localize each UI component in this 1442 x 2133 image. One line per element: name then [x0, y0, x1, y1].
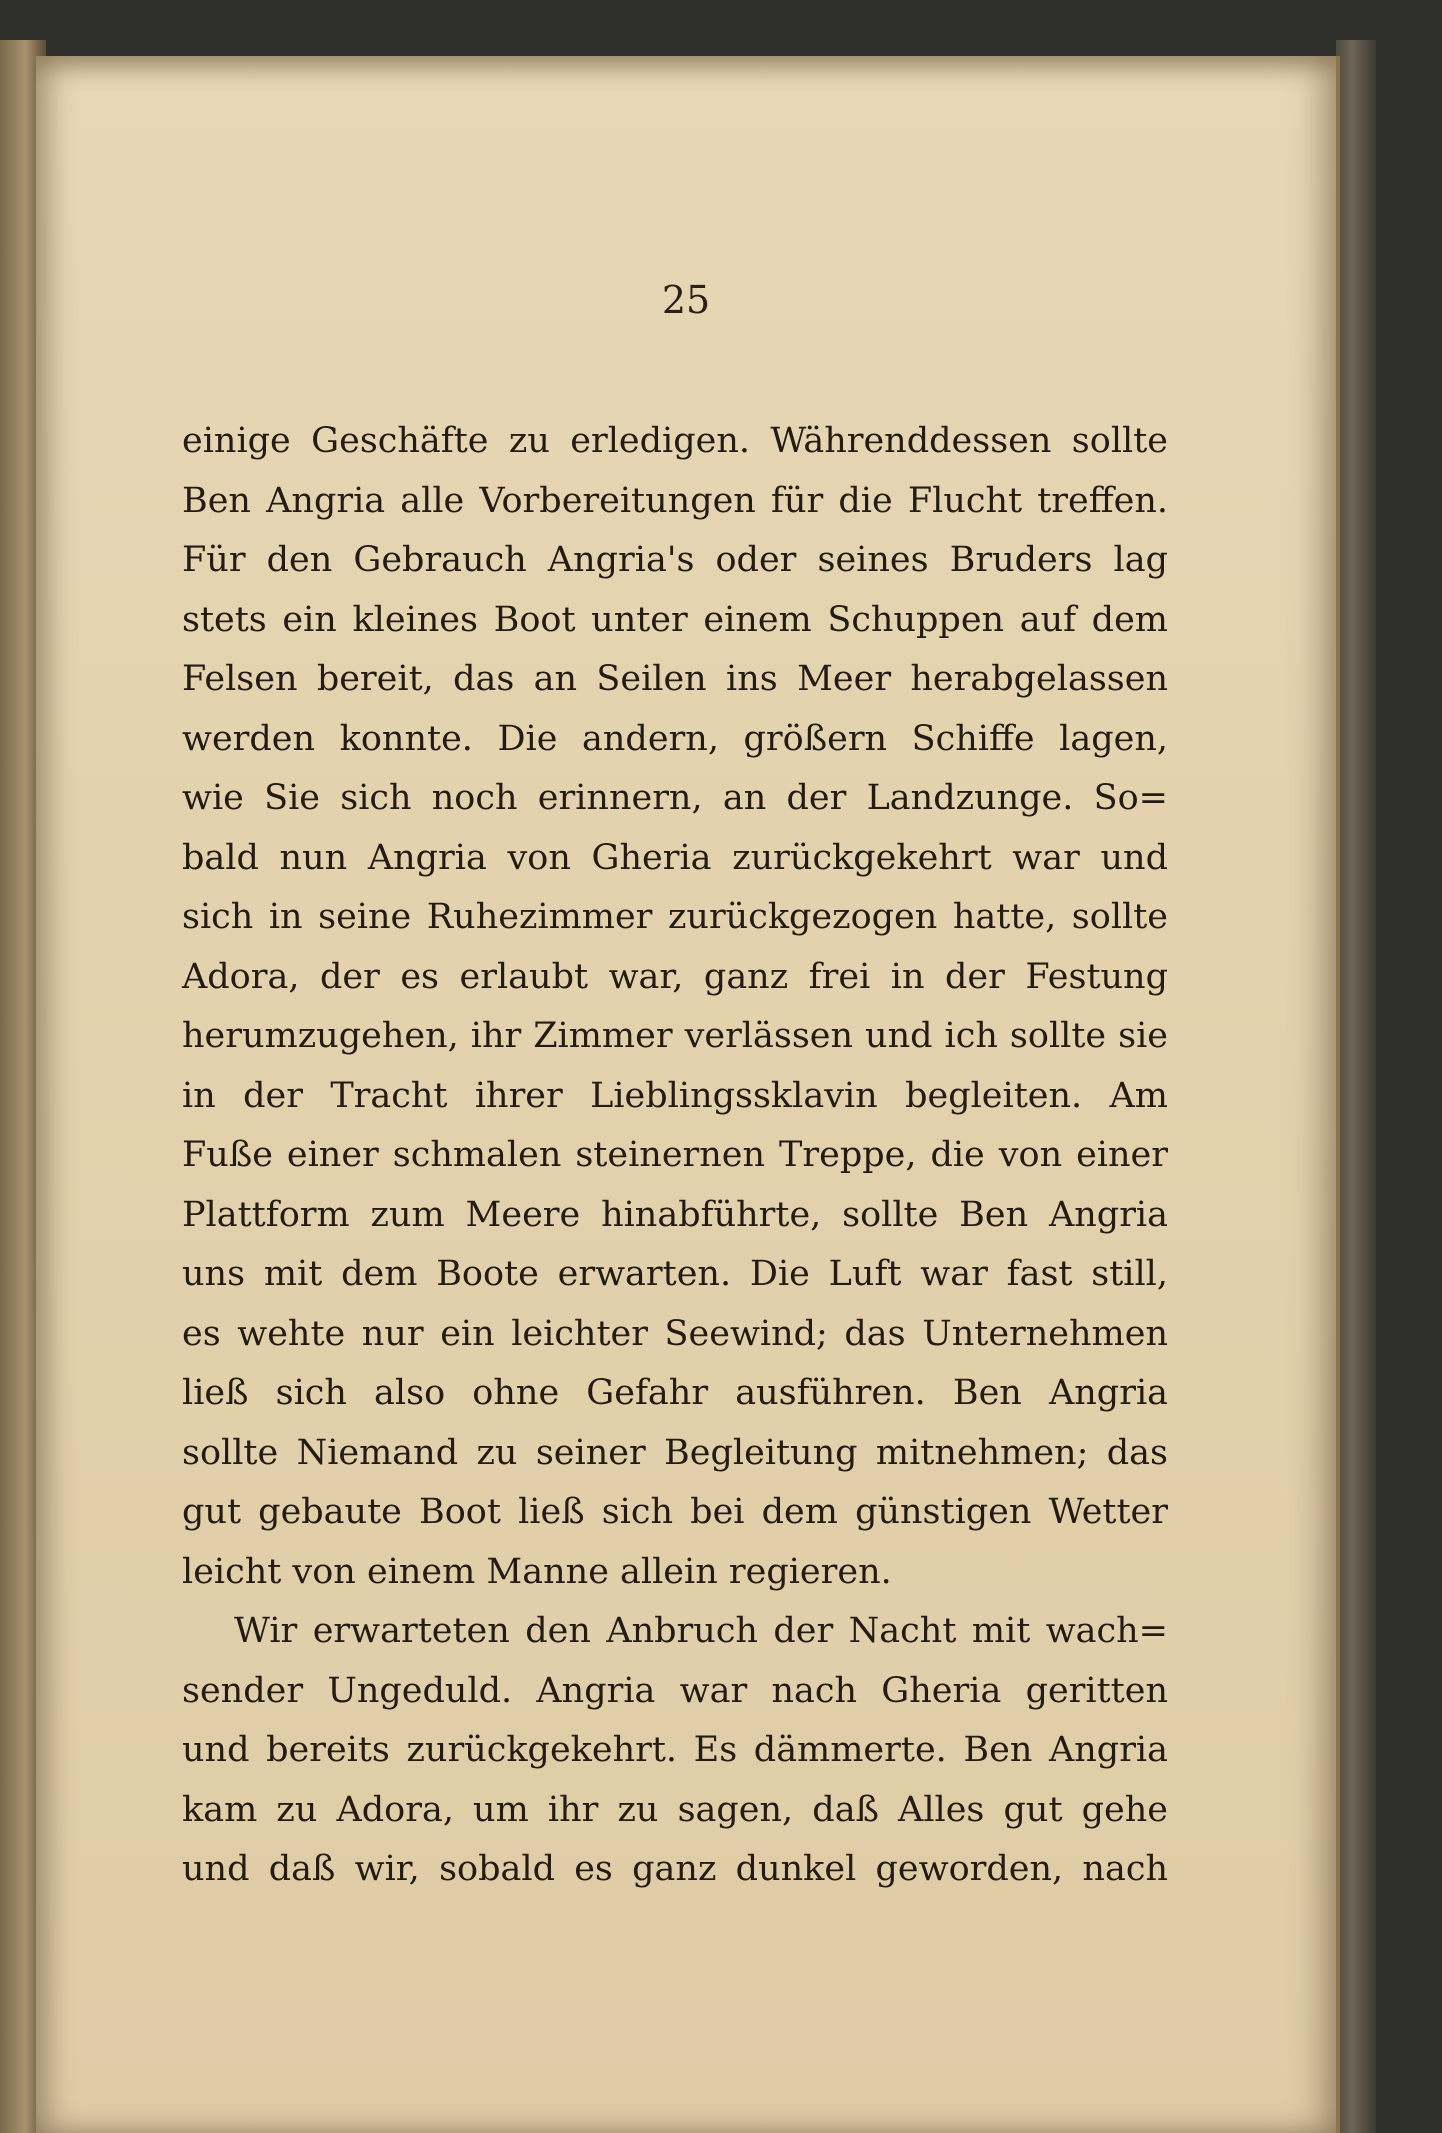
text-line: sich in seine Ruhezimmer zurückgezogen hatte, sollte — [182, 897, 1168, 937]
text-line: in der Tracht ihrer Lieblingssklavin begleiten. Am — [182, 1075, 1168, 1116]
text-line: Fuße einer schmalen steinernen Treppe, die von einer — [182, 1135, 1168, 1175]
text-line: stets ein kleines Boot unter einem Schuppen auf dem — [182, 599, 1168, 640]
text-line: kam zu Adora, um ihr zu sagen, daß Alles gut gehe — [182, 1789, 1168, 1830]
text-line: Für den Gebrauch Angria's oder seines Bruders lag — [182, 540, 1168, 580]
text-line: Adora, der es erlaubt war, ganz frei in der Festung — [182, 956, 1168, 997]
text-line: gut gebaute Boot ließ sich bei dem günstigen Wetter — [182, 1492, 1168, 1532]
text-line: Wir erwarteten den Anbruch der Nacht mit wach= — [234, 1611, 1168, 1651]
book-page — [36, 56, 1340, 2133]
book-cover-edge — [1336, 40, 1376, 2133]
text-line: bald nun Angria von Gheria zurückgekehrt war und — [182, 837, 1168, 878]
text-line: sollte Niemand zu seiner Begleitung mitnehmen; das — [182, 1432, 1168, 1473]
text-line: Plattform zum Meere hinabführte, sollte Ben Angria — [182, 1194, 1168, 1235]
text-line: herumzugehen, ihr Zimmer verlässen und ich sollte sie — [182, 1016, 1168, 1056]
text-line: wie Sie sich noch erinnern, an der Landzunge. So= — [182, 778, 1168, 818]
body-text — [182, 412, 1168, 1900]
text-line: werden konnte. Die andern, größern Schiffe lagen, — [182, 718, 1168, 759]
text-line: und bereits zurückgekehrt. Es dämmerte. Ben Angria — [182, 1730, 1168, 1770]
text-line: Felsen bereit, das an Seilen ins Meer herabgelassen — [182, 659, 1168, 699]
text-line: leicht von einem Manne allein regieren. — [182, 1551, 892, 1592]
text-line: es wehte nur ein leichter Seewind; das Unternehmen — [182, 1313, 1168, 1354]
text-line: uns mit dem Boote erwarten. Die Luft war fast still, — [182, 1254, 1168, 1294]
text-line: Ben Angria alle Vorbereitungen für die Flucht treffen. — [182, 480, 1168, 521]
text-line: ließ sich also ohne Gefahr ausführen. Ben Angria — [182, 1373, 1168, 1413]
text-line: sender Ungeduld. Angria war nach Gheria geritten — [182, 1670, 1168, 1711]
text-line: einige Geschäfte zu erledigen. Währenddessen sollte — [182, 421, 1168, 461]
page-number: 25 — [661, 278, 711, 322]
text-line: und daß wir, sobald es ganz dunkel geworden, nach — [182, 1849, 1168, 1889]
